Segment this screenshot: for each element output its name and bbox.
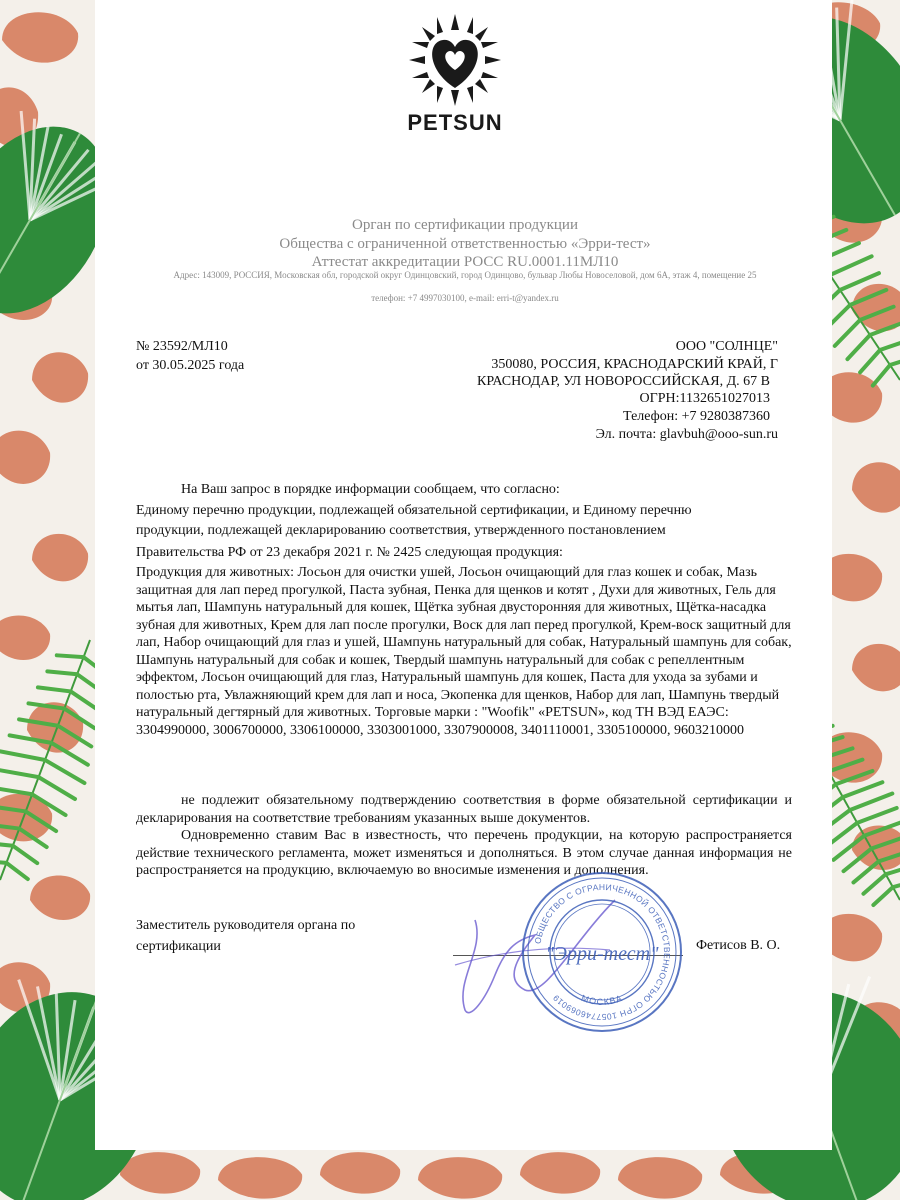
giraffe-patch: [852, 644, 900, 691]
palm-frond: [0, 640, 105, 880]
svg-text:ОБЩЕСТВО С ОГРАНИЧЕННОЙ ОТВЕТС: ОБЩЕСТВО С ОГРАНИЧЕННОЙ ОТВЕТСТВЕННОСТЬЮ ОГРН 1057746069019: [532, 881, 673, 1023]
letter-date: от 30.05.2025 года: [136, 358, 245, 373]
conclusion-paragraph: не подлежит обязательному подтверждению соответствия в форме обязательной сертификации и декларирования на соответствие требованиям указанных выше документов.: [136, 793, 792, 826]
sun-heart-icon: [407, 12, 503, 108]
giraffe-patch: [120, 1152, 200, 1194]
body-intro-3: продукции, подлежащей декларированию соответствия, утвержденного постановлением: [136, 523, 666, 538]
recipient-ogrn: ОГРН:1132651027013: [639, 391, 770, 406]
petsun-logo: [400, 12, 510, 142]
signer-name: Фетисов В. О.: [696, 938, 781, 953]
giraffe-patch: [2, 12, 78, 62]
giraffe-patch: [218, 1157, 302, 1199]
body-intro-2: Единому перечню продукции, подлежащей обязательной сертификации, и Единому перечню: [136, 503, 692, 518]
giraffe-patch: [0, 431, 50, 484]
giraffe-patch: [320, 1152, 400, 1194]
company-seal: [520, 870, 684, 1034]
body-intro-4: Правительства РФ от 23 декабря 2021 г. № 2425 следующая продукция:: [136, 545, 563, 560]
giraffe-patch: [618, 1157, 702, 1199]
header-company: Общества с ограниченной ответственностью «Эрри-тест»: [279, 236, 651, 252]
header-contacts: телефон: +7 4997030100, e-mail: erri-t@yandex.ru: [371, 293, 559, 303]
product-list: Продукция для животных: Лосьон для очистки ушей, Лосьон очищающий для глаз кошек и собак, Мазь защитная для лап перед прогулкой, Паста зубная, Пенка для щенков и котят , Духи для животных, Гель для мытья лап, Шампунь натуральный для кошек, Щётка зубная двусторонняя для животных, Щётка-насадка зубная для животных, Крем для лап после прогулки, Воск для лап перед прогулкой, Крем-воск защитный для лап, Набор очищающий для глаз и ушей, Шампунь натуральный для собак, Натуральный шампунь для собак, Шампунь натуральный для собак и кошек, Твердый шампунь натуральный для собак с репеллентным эффектом, Лосьон очищающий для глаз, Натуральный шампунь для кошек, Паста для ухода за зубами и полостью рта, Увлажняющий крем для лап и носа, Экопенка для щенков, Набор для лап, Шампунь твердый натуральный дегтярный для животных. Торговые марки : "Woofik" «PETSUN», код ТН ВЭД ЕАЭС: 3304990000, 3006700000, 3306100000, 3303001000, 3307900008, 3401110001, 3305100000, 9603210000: [136, 565, 792, 738]
recipient-address-2: КРАСНОДАР, УЛ НОВОРОССИЙСКАЯ, Д. 67 В: [477, 374, 770, 389]
recipient-address-1: 350080, РОССИЯ, КРАСНОДАРСКИЙ КРАЙ, Г: [491, 357, 778, 372]
header-address: Адрес: 143009, РОССИЯ, Московская обл, городской округ Одинцовский, город Одинцово, бульвар Любы Новоселовой, дом 6А, этаж 4, помещение 25: [173, 270, 757, 280]
body-intro-1: На Ваш запрос в порядке информации сообщаем, что согласно:: [181, 482, 560, 497]
letter-number: № 23592/МЛ10: [136, 339, 228, 354]
header-organ: Орган по сертификации продукции: [352, 217, 578, 233]
recipient-phone: Телефон: +7 9280387360: [623, 409, 770, 424]
notice-paragraph: Одновременно ставим Вас в известность, что перечень продукции, на которую распространяется действие технического регламента, может изменяться и дополняться. В этом случае данная информация не распространяется на продукцию, включаемую во вносимые изменения и дополнения.: [136, 828, 792, 878]
giraffe-patch: [852, 462, 900, 512]
giraffe-patch: [30, 875, 90, 920]
giraffe-patch: [32, 534, 88, 581]
recipient-email: Эл. почта: glavbuh@ooo-sun.ru: [595, 427, 778, 442]
giraffe-patch: [418, 1157, 502, 1199]
svg-text:МОСКВА: МОСКВА: [579, 992, 625, 1007]
giraffe-patch: [520, 1152, 600, 1194]
giraffe-patch: [0, 615, 50, 660]
logo-text: PETSUN: [407, 110, 503, 135]
header-accreditation: Аттестат аккредитации РОСС RU.0001.11МЛ10: [311, 254, 619, 270]
svg-text:"Эрри-тест": "Эрри-тест": [545, 943, 659, 965]
signer-title-1: Заместитель руководителя органа по: [136, 918, 356, 933]
signer-title-2: сертификации: [136, 939, 221, 954]
giraffe-patch: [32, 352, 88, 402]
recipient-company: ООО "СОЛНЦЕ": [675, 339, 778, 354]
